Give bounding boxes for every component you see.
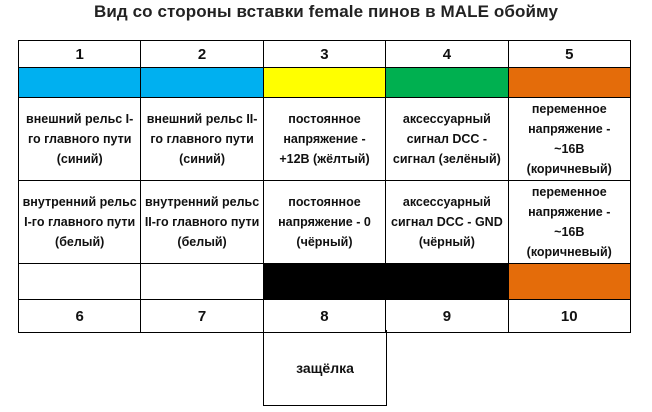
pin-3-color-swatch <box>264 68 386 98</box>
pin-1-color-swatch <box>19 68 141 98</box>
pin-2-description: внешний рельс II-го главного пути (синий) <box>141 98 263 181</box>
pin-number-2: 2 <box>141 41 263 68</box>
pin-number-3: 3 <box>264 41 386 68</box>
pin-7-description: внутренний рельс II-го главного пути (белый) <box>141 181 263 264</box>
pin-number-10: 10 <box>509 300 631 333</box>
pin-number-1: 1 <box>19 41 141 68</box>
pin-8-description: постоянное напряжение - 0 (чёрный) <box>264 181 386 264</box>
pin-9-description: аксессуарный сигнал DCC - GND (чёрный) <box>386 181 508 264</box>
pin-2-color-swatch <box>141 68 263 98</box>
pin-10-color-swatch <box>509 264 631 300</box>
pin-9-color-swatch <box>386 264 508 300</box>
connector-pinout-grid <box>18 40 631 333</box>
pin-1-description: внешний рельс I-го главного пути (синий) <box>19 98 141 181</box>
pin-number-8: 8 <box>264 300 386 333</box>
pin-6-color-swatch <box>19 264 141 300</box>
pin-5-color-swatch <box>509 68 631 98</box>
pin-10-description: переменное напряжение - ~16В (коричневый) <box>509 181 631 264</box>
pin-8-color-swatch <box>264 264 386 300</box>
pin-5-description: переменное напряжение - ~16В (коричневый) <box>509 98 631 181</box>
pin-number-9: 9 <box>386 300 508 333</box>
pin-4-description: аксессуарный сигнал DCC - сигнал (зелёный) <box>386 98 508 181</box>
pin-7-color-swatch <box>141 264 263 300</box>
pin-6-description: внутренний рельс I-го главного пути (белый) <box>19 181 141 264</box>
pin-4-color-swatch <box>386 68 508 98</box>
latch-label: защёлка <box>263 330 387 406</box>
pin-number-6: 6 <box>19 300 141 333</box>
pin-number-4: 4 <box>386 41 508 68</box>
pin-number-5: 5 <box>509 41 631 68</box>
diagram-title: Вид со стороны вставки female пинов в MALE обойму <box>93 2 559 21</box>
pin-number-7: 7 <box>141 300 263 333</box>
pin-3-description: постоянное напряжение - +12В (жёлтый) <box>264 98 386 181</box>
